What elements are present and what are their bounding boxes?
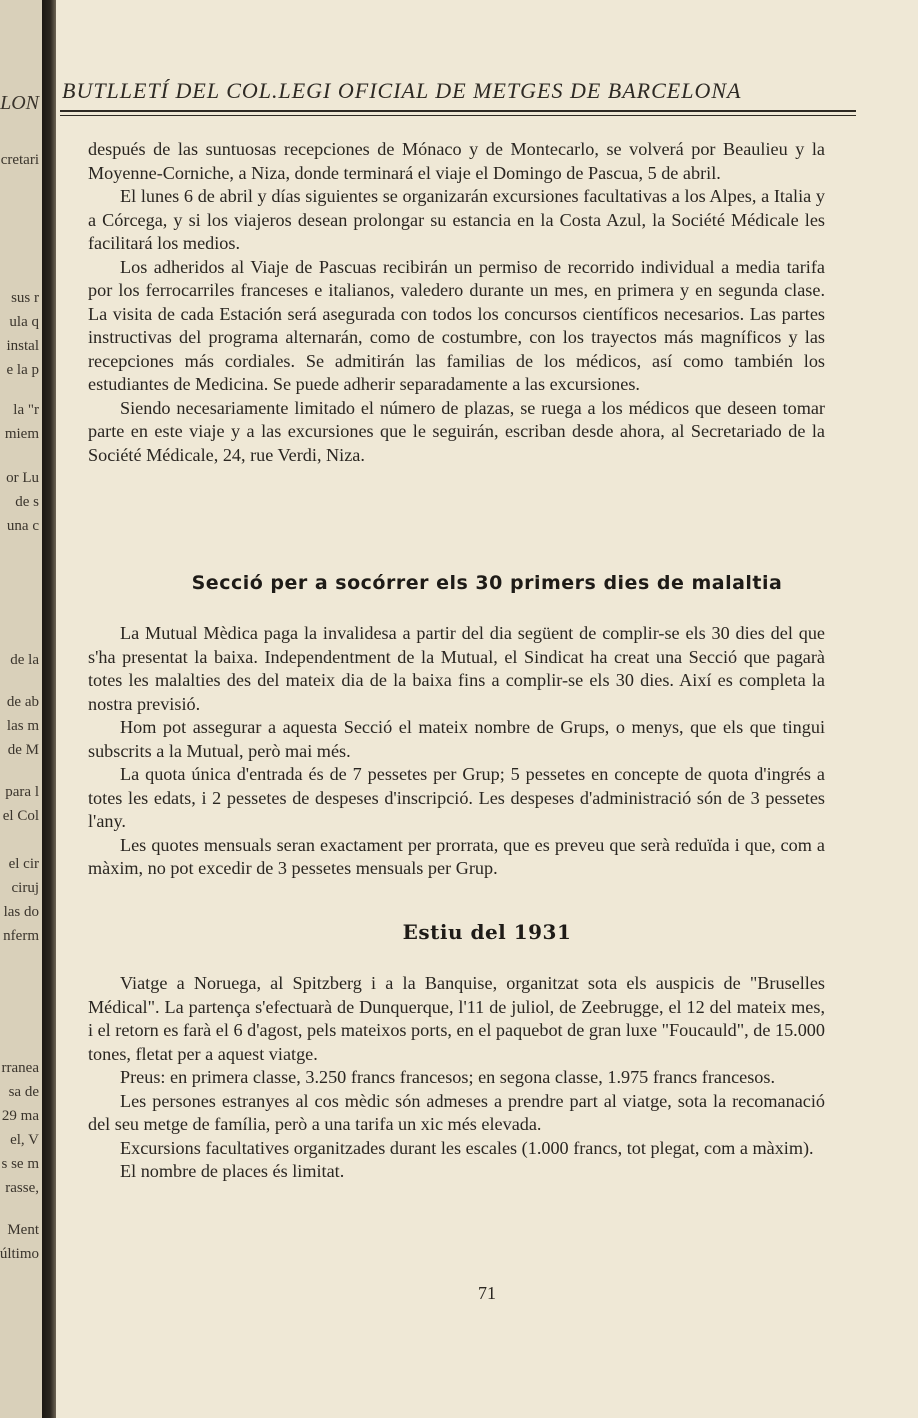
section2-text bbox=[88, 972, 825, 1184]
header-rule bbox=[60, 110, 856, 112]
left-fragment: rasse, bbox=[5, 1180, 39, 1196]
paragraph: Les persones estranyes al cos mèdic són admeses a prendre part al viatge, sota la recomanació del seu metge de família, però a una tarifa un xic més elevada. bbox=[88, 1090, 825, 1134]
left-fragment: el, V bbox=[10, 1132, 39, 1148]
left-fragment: las m bbox=[6, 718, 39, 734]
book-spine bbox=[42, 0, 56, 1418]
header-rule bbox=[60, 115, 856, 116]
section1-text bbox=[88, 622, 825, 881]
paragraph: Excursions facultatives organitzades durant les escales (1.000 francs, tot plegat, com a màxim). bbox=[120, 1137, 814, 1158]
left-fragment: ula q bbox=[9, 314, 39, 330]
left-fragment: ciruj bbox=[11, 880, 39, 896]
left-fragment: nferm bbox=[3, 928, 39, 944]
left-fragment: el cir bbox=[8, 856, 39, 872]
left-fragment: de s bbox=[15, 494, 39, 510]
left-fragment: para l bbox=[5, 784, 39, 800]
left-fragment: de la bbox=[10, 652, 39, 668]
paragraph: La quota única d'entrada és de 7 pessetes per Grup; 5 pessetes en concepte de quota d'ingrés a totes les edats, i 2 pessetes de despeses d'inscripció. Les despeses d'administració són de 3 pessetes l'any. bbox=[88, 764, 825, 831]
left-fragment: último bbox=[0, 1246, 39, 1262]
left-fragment: de M bbox=[7, 742, 39, 758]
left-fragment: el Col bbox=[2, 808, 39, 824]
left-fragment: s se m bbox=[1, 1156, 39, 1172]
paragraph: después de las suntuosas recepciones de Mónaco y de Montecarlo, se volverá por Beaulieu y la Moyenne-Corniche, a Niza, donde terminará el viaje el Domingo de Pascua, 5 de abril. bbox=[88, 139, 825, 183]
page-number: 71 bbox=[478, 1283, 496, 1303]
left-fragment: or Lu bbox=[6, 470, 39, 486]
left-fragment: Ment bbox=[7, 1222, 39, 1238]
left-fragment: una c bbox=[6, 518, 39, 534]
left-fragment: sus r bbox=[11, 290, 39, 306]
left-fragment: las do bbox=[3, 904, 39, 920]
left-fragment: cretari bbox=[0, 152, 39, 168]
paragraph: Los adheridos al Viaje de Pascuas recibirán un permiso de recorrido individual a media tarifa por los ferrocarriles franceses e italianos, valedero durante un mes, en primera y en segunda clase. La visita de cada Estación será asegurada con todos los concursos científicos necesarios. Las partes instructivas del programa alternarán, como de costumbre, con los trayectos más magníficos y las recepciones más cordiales. Se admitirán las familias de los médicos, así como también los estudiantes de Medicina. Se puede adherir separadamente a las excursiones. bbox=[88, 256, 825, 394]
intro-text bbox=[88, 138, 825, 467]
paragraph: Viatge a Noruega, al Spitzberg i a la Banquise, organitzat sota els auspicis de "Bruselles Médical". La partença s'efectuarà de Dunquerque, l'11 de juliol, de Zeebrugge, el 12 del mateix mes, i el retorn es farà el 6 d'agost, pels mateixos ports, en el paquebot de gran luxe "Foucauld", de 15.000 tones, fletat per a aquest viatge. bbox=[88, 973, 825, 1064]
left-fragment: la "r bbox=[13, 402, 39, 418]
left-fragment: de ab bbox=[6, 694, 39, 710]
adjacent-page-fragment bbox=[0, 0, 43, 1418]
left-fragment: 29 ma bbox=[1, 1108, 39, 1124]
section-heading: Secció per a socórrer els 30 primers dies de malaltia bbox=[191, 572, 783, 594]
left-fragment: sa de bbox=[8, 1084, 39, 1100]
section-heading: Estiu del 1931 bbox=[402, 920, 572, 944]
left-fragment: rranea bbox=[1, 1060, 39, 1076]
running-header: BUTLLETÍ DEL COL.LEGI OFICIAL DE METGES DE BARCELONA bbox=[62, 78, 742, 103]
left-fragment: instal bbox=[6, 338, 39, 354]
left-fragment: e la p bbox=[6, 362, 39, 378]
paragraph: El lunes 6 de abril y días siguientes se organizarán excursiones facultativas a los Alpes, a Italia y a Córcega, y si los viajeros desean prolongar su estancia en la Costa Azul, la Société Médicale les facilitará los medios. bbox=[88, 186, 825, 253]
document-page bbox=[56, 0, 918, 1418]
left-fragment: LON bbox=[0, 92, 39, 114]
paragraph: Hom pot assegurar a aquesta Secció el mateix nombre de Grups, o menys, que els que tingui subscrits a la Mutual, però mai més. bbox=[88, 717, 825, 761]
paragraph: Siendo necesariamente limitado el número de plazas, se ruega a los médicos que deseen tomar parte en este viaje y a las excursiones que le seguirán, escriban desde ahora, al Secretariado de la Société Médicale, 24, rue Verdi, Niza. bbox=[88, 397, 825, 465]
paragraph: La Mutual Mèdica paga la invalidesa a partir del dia següent de complir-se els 30 dies del que s'ha presentat la baixa. Independentment de la Mutual, el Sindicat ha creat una Secció que pagarà totes les malalties des del mateix dia de la baixa fins a complir-se els 30 dies. Així es completa la nostra previsió. bbox=[88, 623, 825, 714]
left-fragment: miem bbox=[4, 426, 39, 442]
paragraph: El nombre de places és limitat. bbox=[120, 1161, 345, 1181]
paragraph: Les quotes mensuals seran exactament per prorrata, que es preveu que serà reduïda i que, com a màxim, no pot excedir de 3 pessetes mensuals per Grup. bbox=[88, 834, 825, 878]
paragraph: Preus: en primera classe, 3.250 francs francesos; en segona classe, 1.975 francs francesos. bbox=[120, 1067, 776, 1087]
